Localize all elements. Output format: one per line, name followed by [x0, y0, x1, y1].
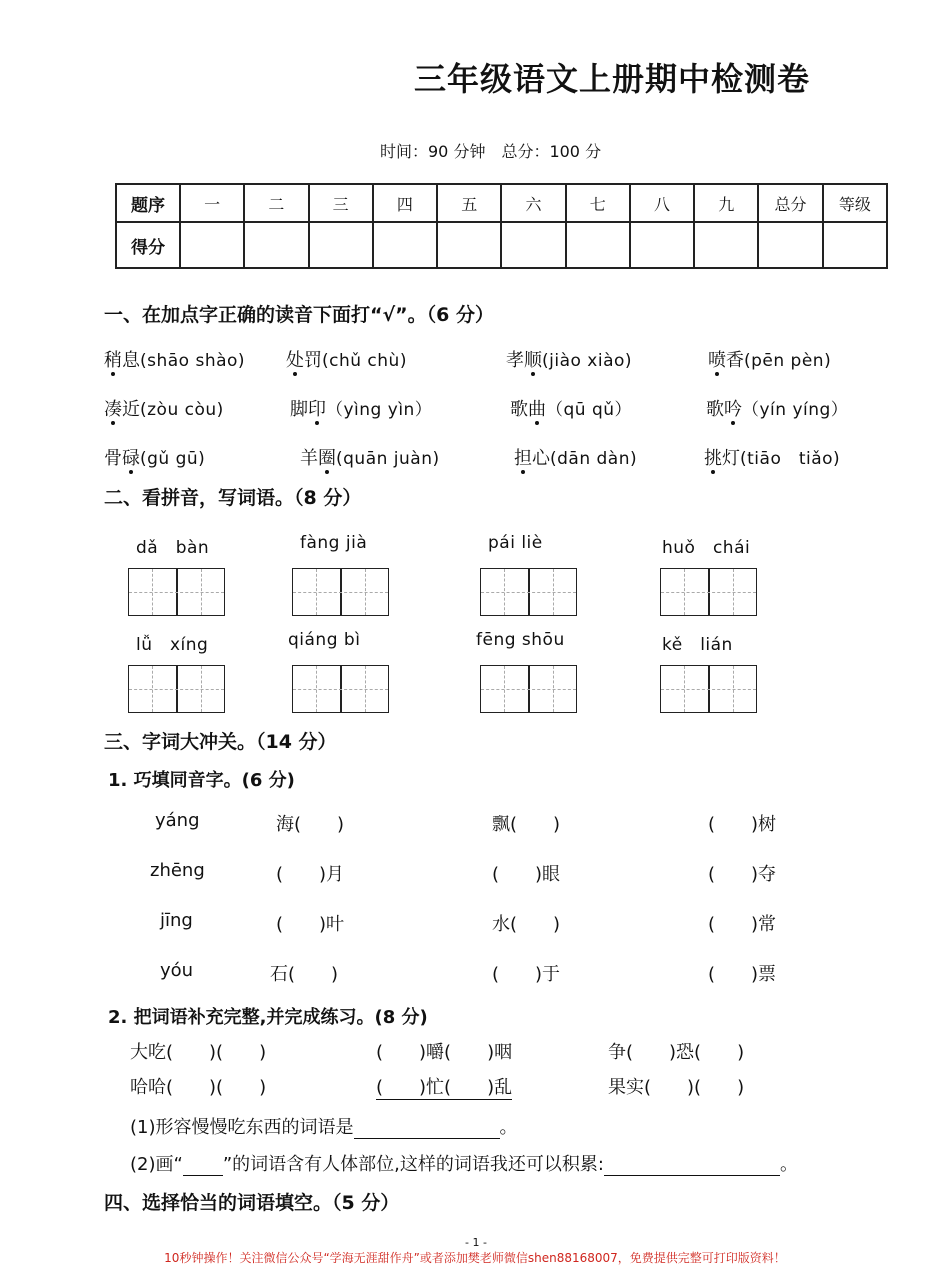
- char: 息: [122, 350, 140, 371]
- dotted-char: 处: [286, 350, 304, 371]
- dotted-char: 碌: [122, 448, 140, 469]
- word-pinyin: lǚ xíng: [136, 635, 209, 655]
- homophone-blank[interactable]: 海( ): [276, 814, 345, 835]
- char: 歌: [706, 399, 724, 420]
- homophone-blank[interactable]: ( )月: [276, 864, 345, 885]
- writing-grid[interactable]: [128, 665, 225, 713]
- sub-question-2-end: 。: [779, 1154, 798, 1175]
- homophone-pinyin: yáng: [155, 810, 200, 831]
- pinyin-options: (tiāo tiǎo): [740, 449, 841, 469]
- char: 罚: [304, 350, 322, 371]
- sub-question-2-text-a: (2)画“: [130, 1154, 183, 1175]
- answer-line[interactable]: [604, 1154, 780, 1176]
- reading-item: [290, 395, 432, 421]
- writing-grid[interactable]: [660, 568, 757, 616]
- score-blank[interactable]: [437, 222, 501, 268]
- underline-sample: [183, 1154, 223, 1176]
- homophone-blank[interactable]: ( )常: [708, 914, 777, 935]
- dotted-char: 印: [308, 399, 326, 420]
- pinyin-options: （yín yíng）: [742, 400, 849, 420]
- page-number: - 1 -: [465, 1236, 487, 1249]
- score-blank[interactable]: [630, 222, 694, 268]
- reading-item: [704, 444, 840, 470]
- pinyin-options: (zòu còu): [140, 400, 224, 420]
- idiom-blank-underlined[interactable]: ( )忙( )乱: [376, 1073, 512, 1100]
- pinyin-options: (dān dàn): [550, 449, 638, 469]
- score-cell: 四: [373, 184, 437, 222]
- char: 心: [532, 448, 550, 469]
- char: 孝: [506, 350, 524, 371]
- question-1-label: 1. 巧填同音字。(6 分): [108, 770, 295, 791]
- idiom-blank[interactable]: 大吃( )( ): [130, 1042, 267, 1063]
- reading-item: [300, 444, 440, 470]
- dotted-char: 稍: [104, 350, 122, 371]
- homophone-blank[interactable]: 飘( ): [492, 814, 561, 835]
- dotted-char: 曲: [528, 399, 546, 420]
- homophone-blank[interactable]: ( )于: [492, 964, 561, 985]
- score-value-row: [116, 222, 887, 268]
- score-blank[interactable]: [694, 222, 758, 268]
- pinyin-options: (jiào xiào): [542, 351, 633, 371]
- exam-meta: 时间：90 分钟 总分：100 分: [380, 142, 602, 161]
- homophone-blank[interactable]: 水( ): [492, 914, 561, 935]
- homophone-blank[interactable]: ( )眼: [492, 864, 561, 885]
- score-blank[interactable]: [566, 222, 630, 268]
- pinyin-options: (gǔ gū): [140, 449, 206, 469]
- reading-item: [706, 395, 848, 421]
- score-cell: 一: [180, 184, 244, 222]
- score-cell: 五: [437, 184, 501, 222]
- dotted-char: 吟: [724, 399, 742, 420]
- sub-question-1-end: 。: [499, 1117, 518, 1138]
- score-blank[interactable]: [373, 222, 437, 268]
- promo-footer: 10秒钟操作！关注微信公众号“学海无涯甜作舟”或者添加樊老师微信shen88168007，免费提供完整可打印版资料！: [164, 1251, 786, 1265]
- reading-item: [104, 395, 224, 421]
- score-cell: 六: [501, 184, 565, 222]
- score-blank[interactable]: [758, 222, 822, 268]
- homophone-blank[interactable]: ( )叶: [276, 914, 345, 935]
- word-pinyin: huǒ chái: [662, 538, 751, 558]
- idiom-blank[interactable]: 争( )恐( ): [608, 1042, 745, 1063]
- writing-grid[interactable]: [480, 665, 577, 713]
- homophone-pinyin: yóu: [160, 960, 194, 981]
- dotted-char: 顺: [524, 350, 542, 371]
- char: 脚: [290, 399, 308, 420]
- score-cell: 题序: [116, 184, 180, 222]
- char: 近: [122, 399, 140, 420]
- writing-grid[interactable]: [480, 568, 577, 616]
- char: 骨: [104, 448, 122, 469]
- char: 歌: [510, 399, 528, 420]
- writing-grid[interactable]: [292, 568, 389, 616]
- word-pinyin: fēng shōu: [476, 630, 565, 650]
- score-cell: 二: [244, 184, 308, 222]
- sub-question-2-text-b: ”的词语含有人体部位,这样的词语我还可以积累:: [222, 1154, 604, 1175]
- score-cell: 等级: [823, 184, 887, 222]
- sub-question-1: [130, 1113, 518, 1139]
- word-pinyin: fàng jià: [300, 533, 368, 553]
- homophone-blank[interactable]: 石( ): [270, 964, 339, 985]
- score-row-label: 得分: [116, 222, 180, 268]
- homophone-blank[interactable]: ( )树: [708, 814, 777, 835]
- score-cell: 七: [566, 184, 630, 222]
- idiom-blank[interactable]: 果实( )( ): [608, 1077, 745, 1098]
- score-cell: 总分: [758, 184, 822, 222]
- score-blank[interactable]: [309, 222, 373, 268]
- word-pinyin: dǎ bàn: [136, 538, 210, 558]
- question-2-label: 2. 把词语补充完整,并完成练习。(8 分): [108, 1007, 428, 1028]
- score-header-row: [116, 184, 887, 222]
- homophone-pinyin: zhēng: [150, 860, 205, 881]
- homophone-pinyin: jīng: [160, 910, 193, 931]
- score-blank[interactable]: [180, 222, 244, 268]
- score-blank[interactable]: [244, 222, 308, 268]
- idiom-blank[interactable]: 哈哈( )( ): [130, 1077, 267, 1098]
- pinyin-options: (chǔ chù): [322, 351, 407, 371]
- section-4-heading: 四、选择恰当的词语填空。（5 分）: [104, 1192, 400, 1214]
- reading-item: [510, 395, 632, 421]
- sub-question-2: [130, 1150, 798, 1176]
- dotted-char: 担: [514, 448, 532, 469]
- score-blank[interactable]: [823, 222, 887, 268]
- reading-item: [286, 346, 407, 372]
- char: 香: [726, 350, 744, 371]
- pinyin-options: （yìng yìn）: [326, 400, 433, 420]
- homophone-blank[interactable]: ( )票: [708, 964, 777, 985]
- idiom-blank[interactable]: ( )嚼( )咽: [376, 1042, 513, 1063]
- reading-item: [708, 346, 831, 372]
- word-pinyin: pái liè: [488, 533, 543, 553]
- reading-item: [514, 444, 637, 470]
- reading-item: [104, 346, 245, 372]
- page-title: 三年级语文上册期中检测卷: [414, 60, 811, 98]
- writing-grid[interactable]: [128, 568, 225, 616]
- score-blank[interactable]: [501, 222, 565, 268]
- writing-grid[interactable]: [292, 665, 389, 713]
- word-pinyin: qiáng bì: [288, 630, 361, 650]
- section-1-heading: 一、在加点字正确的读音下面打“√”。（6 分）: [104, 304, 494, 326]
- reading-item: [506, 346, 632, 372]
- pinyin-options: (shāo shào): [140, 351, 246, 371]
- section-2-heading: 二、看拼音，写词语。（8 分）: [104, 487, 362, 509]
- pinyin-options: （qū qǔ）: [546, 400, 633, 420]
- score-cell: 九: [694, 184, 758, 222]
- answer-line[interactable]: [354, 1117, 500, 1139]
- homophone-blank[interactable]: ( )夺: [708, 864, 777, 885]
- reading-item: [104, 444, 205, 470]
- dotted-char: 挑: [704, 448, 722, 469]
- pinyin-options: (quān juàn): [336, 449, 440, 469]
- word-pinyin: kě lián: [662, 635, 733, 655]
- dotted-char: 凑: [104, 399, 122, 420]
- dotted-char: 喷: [708, 350, 726, 371]
- pinyin-options: (pēn pèn): [744, 351, 832, 371]
- sub-question-1-text: (1)形容慢慢吃东西的词语是: [130, 1117, 354, 1138]
- score-cell: 三: [309, 184, 373, 222]
- dotted-char: 圈: [318, 448, 336, 469]
- writing-grid[interactable]: [660, 665, 757, 713]
- score-cell: 八: [630, 184, 694, 222]
- char: 羊: [300, 448, 318, 469]
- char: 灯: [722, 448, 740, 469]
- section-3-heading: 三、字词大冲关。（14 分）: [104, 731, 337, 753]
- score-table: [115, 183, 888, 269]
